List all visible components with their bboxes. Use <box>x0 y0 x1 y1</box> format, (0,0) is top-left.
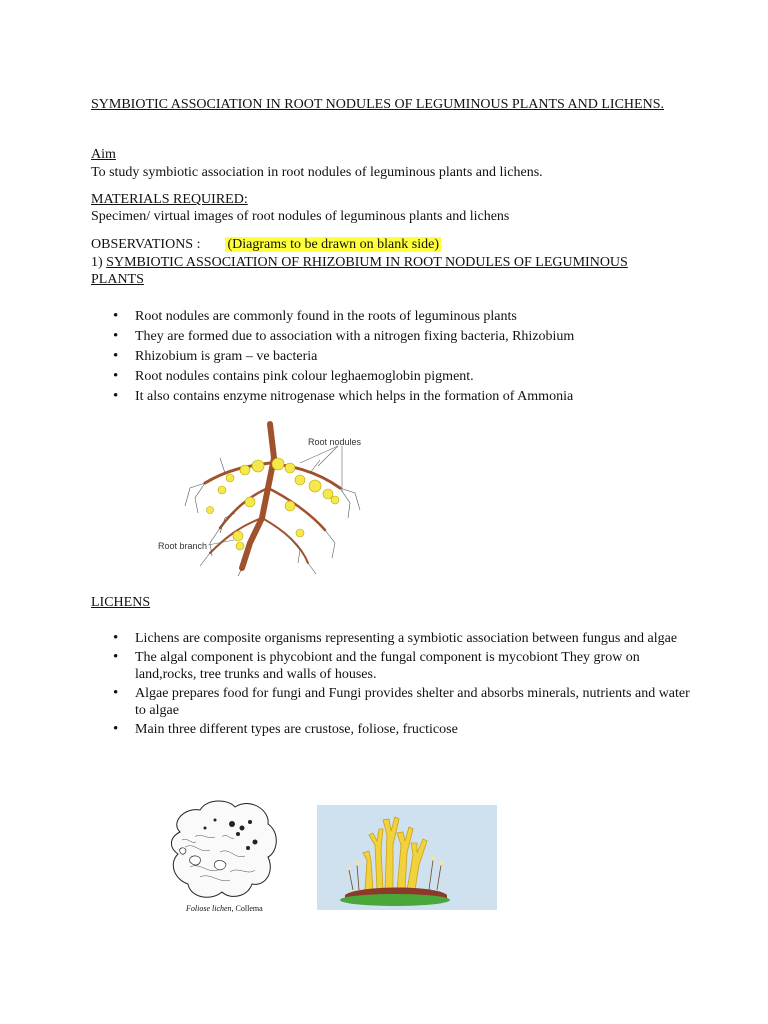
foliose-lichen-figure <box>160 792 285 917</box>
foliose-caption-italic: Foliose lichen <box>186 904 232 913</box>
list-item: • Main three different types are crustose, foliose, fructicose <box>91 721 691 738</box>
foliose-caption <box>186 900 263 917</box>
lichen-thallus <box>171 801 276 897</box>
list-item: • Lichens are composite organisms representing a symbiotic association between fungus and algae <box>91 630 691 647</box>
materials-heading: MATERIALS REQUIRED: <box>91 192 248 207</box>
list-item: • The algal component is phycobiont and the fungal component is mycobiont They grow on land,rocks, tree trunks and walls of houses. <box>91 649 691 683</box>
fruticose-lichen-photo <box>317 805 497 910</box>
list-item: • Rhizobium is gram – ve bacteria <box>91 348 691 365</box>
observations-separator: : <box>193 237 201 252</box>
lichen-base-green <box>340 894 450 906</box>
list-item: • They are formed due to association with a nitrogen fixing bacteria, Rhizobium <box>91 328 691 345</box>
list-item: • Root nodules are commonly found in the roots of leguminous plants <box>91 308 691 325</box>
root-nodules-label: Root nodules <box>308 437 362 447</box>
section1-heading: SYMBIOTIC ASSOCIATION OF RHIZOBIUM IN ROOT NODULES OF LEGUMINOUS PLANTS <box>91 255 628 287</box>
observations-note: (Diagrams to be drawn on blank side) <box>227 237 439 252</box>
observations-heading: OBSERVATIONS <box>91 237 194 252</box>
list-item: • It also contains enzyme nitrogenase which helps in the formation of Ammonia <box>91 388 691 405</box>
lichens-bullet-list <box>91 630 691 738</box>
observations-line <box>91 236 691 253</box>
root-nodules-figure <box>150 418 380 578</box>
aim-heading: Aim <box>91 147 116 162</box>
section1-bullet-list <box>91 308 691 405</box>
materials-text: Specimen/ virtual images of root nodules of leguminous plants and lichens <box>91 209 510 224</box>
foliose-caption-rest: , Collema <box>231 904 263 913</box>
lichens-heading: LICHENS <box>91 595 151 610</box>
section1-heading-line <box>91 254 681 288</box>
list-item: • Root nodules contains pink colour leghaemoglobin pigment. <box>91 368 691 385</box>
aim-text: To study symbiotic association in root nodules of leguminous plants and lichens. <box>91 165 543 180</box>
root-branch-label: Root branch <box>158 541 208 551</box>
page-title: SYMBIOTIC ASSOCIATION IN ROOT NODULES OF LEGUMINOUS PLANTS AND LICHENS. <box>91 97 664 112</box>
list-item: • Algae prepares food for fungi and Fungi provides shelter and absorbs minerals, nutrients and water to algae <box>91 685 691 719</box>
section1-number: 1) <box>91 255 107 270</box>
